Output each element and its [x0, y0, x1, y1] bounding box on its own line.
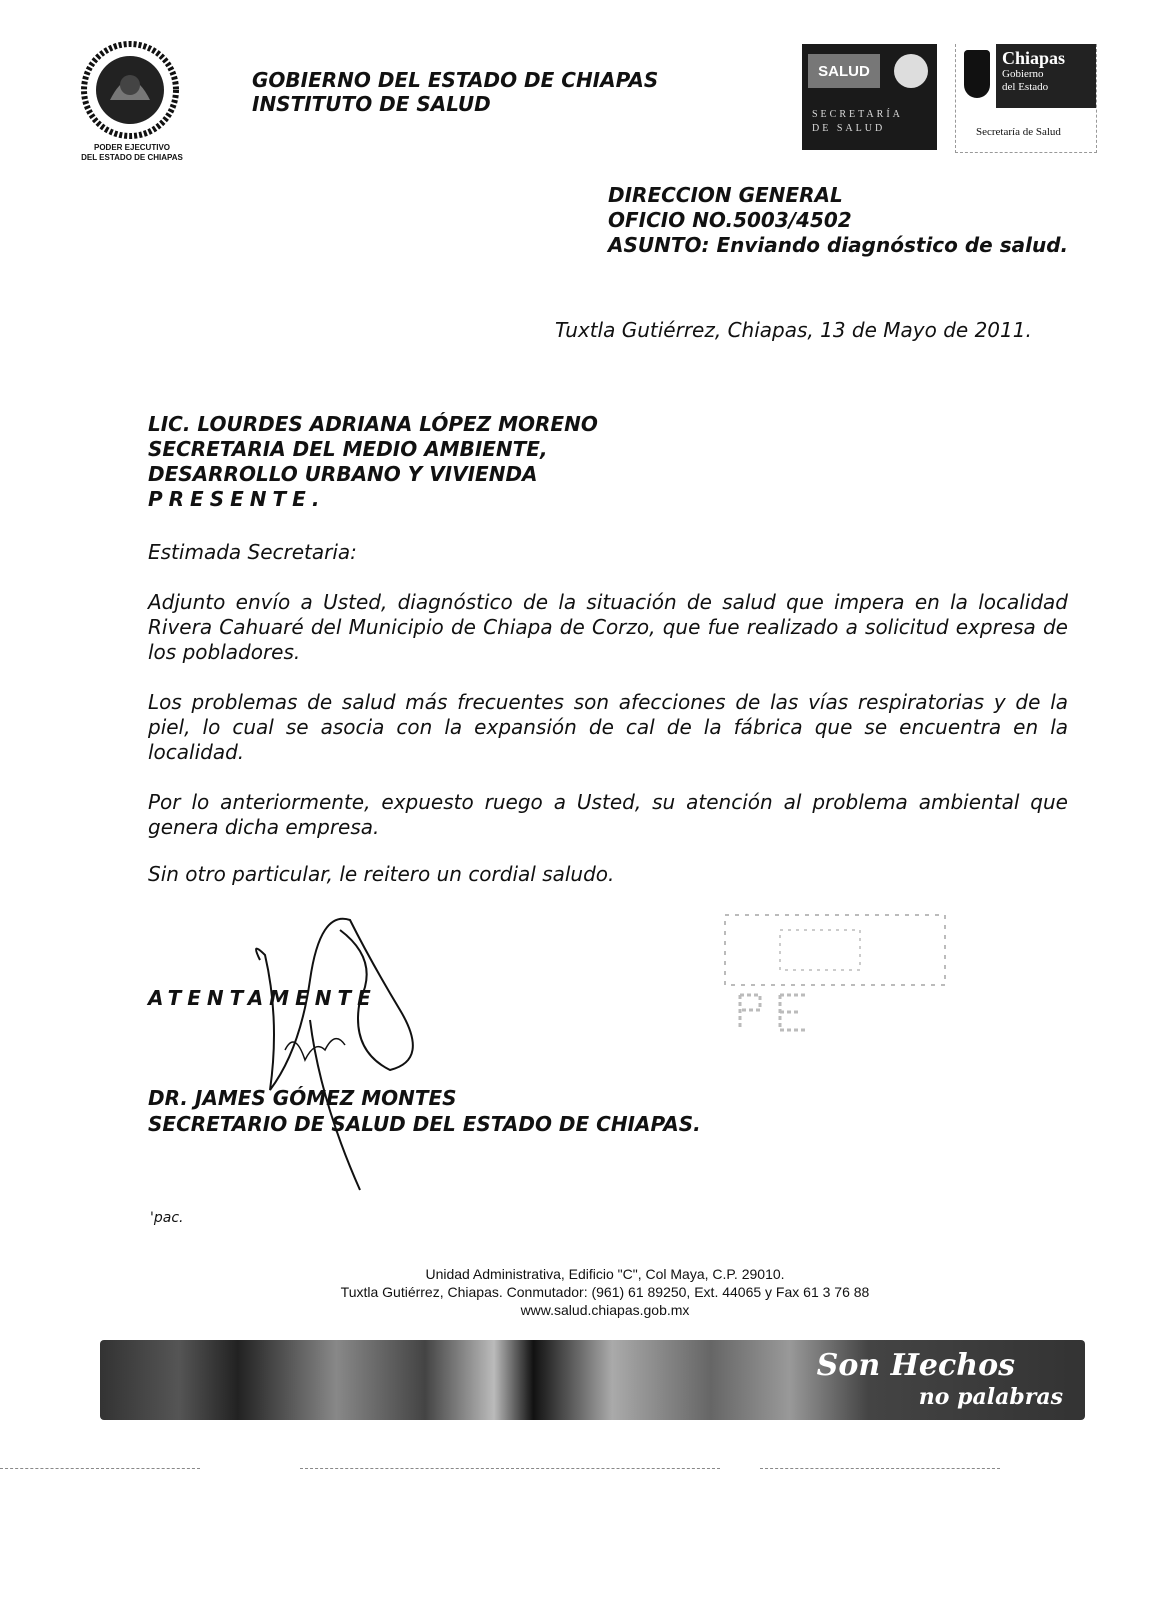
- chiapas-government-logo: [955, 44, 1097, 153]
- government-heading: [252, 68, 658, 116]
- slogan-line-1: Son Hechos: [816, 1348, 1015, 1383]
- addressee-title-1: SECRETARIA DEL MEDIO AMBIENTE,: [148, 437, 548, 461]
- salud-logo-sub-1: SECRETARÍA: [812, 109, 903, 120]
- signer-block: [148, 1085, 701, 1137]
- direccion-general: DIRECCION GENERAL: [608, 183, 843, 207]
- chiapas-logo-line-1: Gobierno: [1002, 68, 1044, 80]
- seal-caption: [62, 143, 202, 163]
- signer-name: DR. JAMES GÓMEZ MONTES: [148, 1086, 457, 1110]
- seal-caption-line-1: PODER EJECUTIVO: [93, 143, 170, 152]
- slogan-line-2: no palabras: [918, 1384, 1063, 1410]
- national-emblem-icon: [894, 54, 928, 88]
- chiapas-logo-name: Chiapas: [1002, 48, 1066, 68]
- salud-logo: [802, 44, 937, 150]
- chiapas-logo-secretaria: Secretaría de Salud: [976, 126, 1061, 138]
- closing-line: Sin otro particular, le reitero un cordial saludo.: [148, 862, 615, 886]
- bottom-divider-right: [760, 1468, 1000, 1470]
- institute-name: INSTITUTO DE SALUD: [252, 92, 491, 116]
- footer-line-1: Unidad Administrativa, Edificio "C", Col Maya, C.P. 29010.: [425, 1266, 785, 1282]
- salud-logo-subtitle: [812, 108, 903, 136]
- presente: PRESENTE.: [148, 487, 326, 511]
- addressee-title-2: DESARROLLO URBANO Y VIVIENDA: [148, 462, 538, 486]
- oficio-number: OFICIO NO.5003/4502: [608, 208, 852, 232]
- reference-block: [608, 183, 1068, 258]
- typist-initials: 'pac.: [150, 1210, 184, 1226]
- footer-website: www.salud.chiapas.gob.mx: [520, 1302, 690, 1318]
- city-date: Tuxtla Gutiérrez, Chiapas, 13 de Mayo de 2011.: [555, 318, 1032, 342]
- greeting: Estimada Secretaria:: [148, 540, 357, 564]
- handwritten-signature: [240, 900, 460, 1200]
- body-paragraph-2: Los problemas de salud más frecuentes son afecciones de las vías respiratorias y de la piel, lo cual se asocia con la expansión de cal de la fábrica que se encuentra en la localidad.: [148, 690, 1068, 764]
- addressee-block: [148, 412, 598, 512]
- atentamente: ATENTAMENTE: [148, 986, 377, 1010]
- chiapas-logo-box: [996, 44, 1096, 108]
- signer-title: SECRETARIO DE SALUD DEL ESTADO DE CHIAPAS.: [148, 1112, 701, 1136]
- addressee-name: LIC. LOURDES ADRIANA LÓPEZ MORENO: [148, 412, 598, 436]
- footer-address: [200, 1265, 1010, 1319]
- footer-line-2: Tuxtla Gutiérrez, Chiapas. Conmutador: (961) 61 89250, Ext. 44065 y Fax 61 3 76 88: [340, 1284, 870, 1300]
- asunto: ASUNTO: Enviando diagnóstico de salud.: [608, 233, 1069, 257]
- government-name: GOBIERNO DEL ESTADO DE CHIAPAS: [252, 68, 659, 92]
- bottom-divider-middle: [300, 1468, 720, 1470]
- body-paragraph-3: Por lo anteriormente, expuesto ruego a Usted, su atención al problema ambiental que genera dicha empresa.: [148, 790, 1068, 839]
- salud-logo-sub-2: DE SALUD: [812, 123, 886, 134]
- body-paragraph-1: Adjunto envío a Usted, diagnóstico de la situación de salud que impera en la localidad Rivera Cahuaré del Municipio de Chiapa de Corzo, que fue realizado a solicitud expresa de los pobladores.: [148, 590, 1068, 664]
- chiapas-logo-line-2: del Estado: [1002, 81, 1049, 93]
- slogan-band: [100, 1340, 1085, 1420]
- state-seal-icon: [80, 40, 180, 140]
- salud-badge: SALUD: [808, 54, 880, 88]
- chiapas-shield-icon: [964, 50, 990, 98]
- bottom-divider-left: [0, 1468, 200, 1470]
- seal-caption-line-2: DEL ESTADO DE CHIAPAS: [81, 153, 183, 162]
- faded-stamp: [720, 880, 990, 1060]
